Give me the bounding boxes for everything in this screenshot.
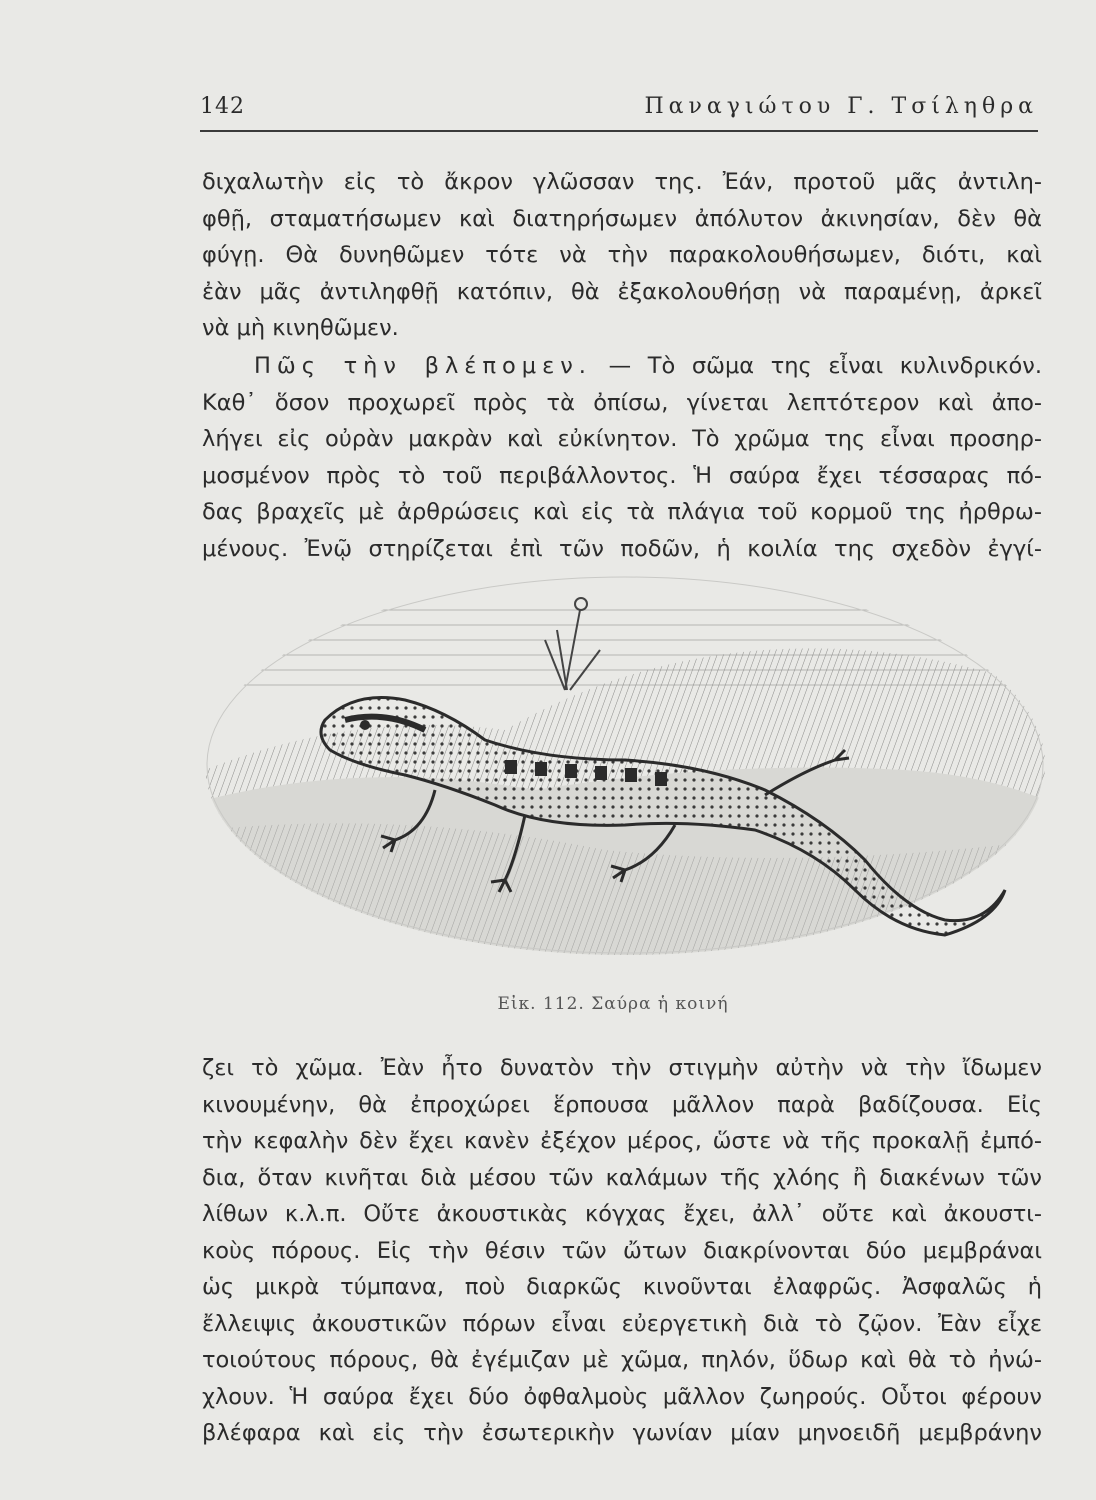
running-head: Παναγιώτου Γ. Τσίληθρα [644, 94, 1038, 119]
text-line: κινουμένην, θὰ ἐπροχώρει ἕρπουσα μᾶλλον παρὰ βαδίζουσα. Εἰς [202, 1091, 1042, 1118]
lizard-illustration [205, 570, 1045, 970]
text-line: μένους. Ἐνῷ στηρίζεται ἐπὶ τῶν ποδῶν, ἡ κοιλία της σχεδὸν ἐγγί- [202, 535, 1042, 562]
text-line: Καθ᾽ ὅσον προχωρεῖ πρὸς τὰ ὀπίσω, γίνεται λεπτότερον καὶ ἀπο- [202, 389, 1042, 416]
text-run: — Τὸ σῶμα της εἶναι κυλινδρικόν. [591, 353, 1042, 379]
text-line: μοσμένον πρὸς τὸ τοῦ περιβάλλοντος. Ἡ σαύρα ἔχει τέσσαρας πό- [202, 462, 1042, 489]
text-line: δας βραχεῖς μὲ ἀρθρώσεις καὶ εἰς τὰ πλάγια τοῦ κορμοῦ της ἠρθρω- [202, 499, 1042, 525]
paragraph-1 [202, 164, 1042, 347]
page-number: 142 [200, 94, 245, 119]
figure-caption [0, 994, 1096, 1014]
text-line: φύγῃ. Θὰ δυνηθῶμεν τότε νὰ τὴν παρακολουθήσωμεν, διότι, καὶ [202, 242, 1042, 268]
text-line: λήγει εἰς οὐρὰν μακρὰν καὶ εὐκίνητον. Τὸ χρῶμα της εἶναι προσηρ- [202, 426, 1042, 452]
text-line: ὡς μικρὰ τύμπανα, ποὺ διαρκῶς κινοῦνται ἐλαφρῶς. Ἀσφαλῶς ἡ [202, 1274, 1042, 1300]
text-line: νὰ μὴ κινηθῶμεν. [202, 315, 399, 341]
text-line: δια, ὅταν κινῆται διὰ μέσου τῶν καλάμων τῆς χλόης ἢ διακένων τῶν [202, 1164, 1042, 1191]
text-line: φθῇ, σταματήσωμεν καὶ διατηρήσωμεν ἀπόλυτον ἀκινησίαν, δὲν θὰ [202, 205, 1042, 232]
figure-caption-text: Εἰκ. 112. Σαύρα ἡ κοινή [497, 994, 729, 1014]
page-header [200, 94, 1038, 132]
text-line: τὴν κεφαλὴν δὲν ἔχει κανὲν ἐξέχον μέρος, ὥστε νὰ τῆς προκαλῇ ἐμπό- [202, 1128, 1042, 1154]
text-line: χλουν. Ἡ σαύρα ἔχει δύο ὀφθαλμοὺς μᾶλλον ζωηρούς. Οὗτοι φέρουν [202, 1383, 1042, 1410]
text-line: τοιούτους πόρους, θὰ ἐγέμιζαν μὲ χῶμα, πηλόν, ὕδωρ καὶ θὰ τὸ ἠνώ- [202, 1347, 1042, 1373]
text-line: κοὺς πόρους. Εἰς τὴν θέσιν τῶν ὤτων διακρίνονται δύο μεμβράναι [202, 1237, 1042, 1264]
section-heading: Πῶς τὴν βλέπομεν. [254, 353, 592, 379]
text-line: διχαλωτὴν εἰς τὸ ἄκρον γλῶσσαν της. Ἐάν, προτοῦ μᾶς ἀντιλη- [202, 169, 1042, 195]
text-line: ζει τὸ χῶμα. Ἐὰν ἦτο δυνατὸν τὴν στιγμὴν αὐτὴν νὰ τὴν ἴδωμεν [202, 1055, 1042, 1081]
paragraph-2 [202, 348, 1042, 567]
text-line: βλέφαρα καὶ εἰς τὴν ἐσωτερικὴν γωνίαν μίαν μηνοειδῆ μεμβράνην [202, 1420, 1042, 1446]
text-line: ἔλλειψις ἀκουστικῶν πόρων εἶναι εὐεργετικὴ διὰ τὸ ζῷον. Ἐὰν εἶχε [202, 1310, 1042, 1337]
text-line: λίθων κ.λ.π. Οὔτε ἀκουστικὰς κόγχας ἔχει, ἀλλ᾽ οὔτε καὶ ἀκουστι- [202, 1201, 1042, 1227]
paragraph-3 [202, 1050, 1042, 1452]
lizard-engraving-icon [205, 570, 1045, 970]
text-line: ἐὰν μᾶς ἀντιληφθῇ κατόπιν, θὰ ἐξακολουθήσῃ νὰ παραμένῃ, ἀρκεῖ [202, 278, 1042, 305]
text-line [202, 348, 1042, 385]
